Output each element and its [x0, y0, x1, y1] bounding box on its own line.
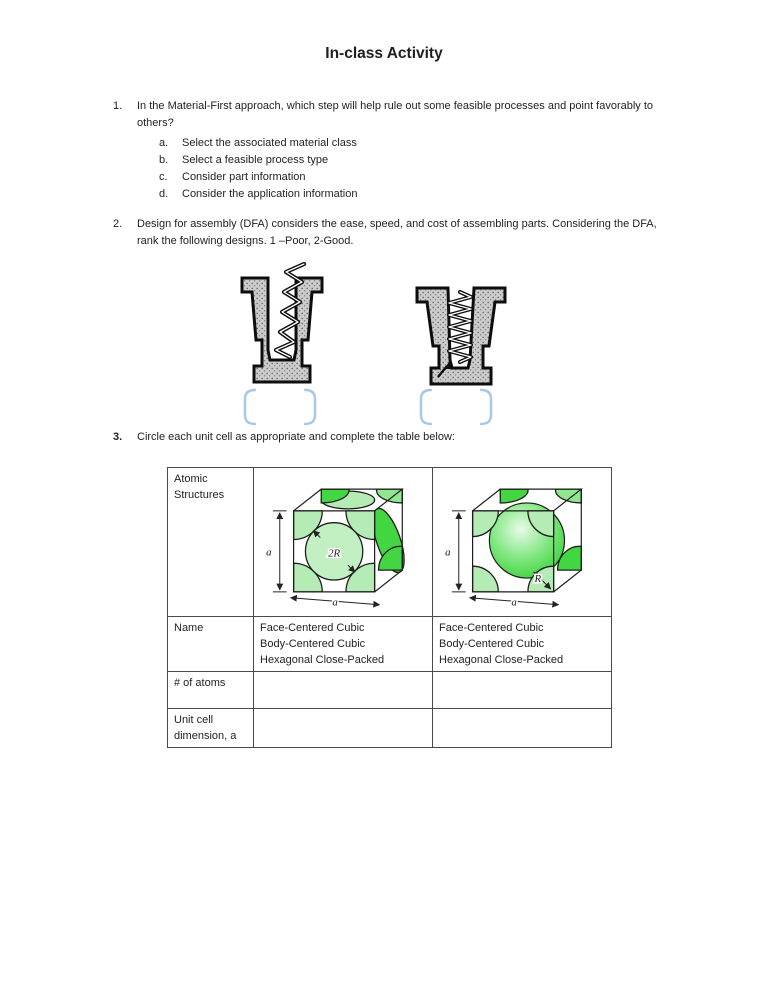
atomic-structure-table — [167, 467, 612, 748]
bcc-r-label: R — [534, 572, 542, 585]
name-option: Face-Centered Cubic — [439, 622, 544, 634]
corner-atom-wedge — [500, 489, 528, 503]
fcc-vertical-dim-label: a — [266, 546, 272, 559]
question-2 — [113, 216, 665, 250]
right-bracket-icon — [305, 390, 315, 424]
bcc-vertical-dim-label: a — [445, 546, 451, 559]
name-options-cell-1 — [254, 617, 433, 672]
dimension-answer-cell-1[interactable] — [254, 709, 433, 748]
option-b — [159, 152, 665, 169]
question-2-text: Design for assembly (DFA) considers the ease, speed, and cost of assembling parts. Considering the DFA, rank the following designs. 1 –Poor, 2-Good. — [137, 218, 657, 247]
option-c — [159, 169, 665, 186]
bcc-unit-cell-figure — [439, 471, 605, 608]
question-1-options — [137, 135, 665, 203]
option-d-label: d. — [159, 188, 169, 200]
atoms-answer-cell-1[interactable] — [254, 672, 433, 709]
fcc-2r-label: 2R — [328, 547, 341, 560]
fcc-structure-cell — [254, 468, 433, 617]
option-b-text: Select a feasible process type — [182, 154, 329, 166]
option-a-label: a. — [159, 137, 169, 149]
option-a — [159, 135, 665, 152]
right-bracket-icon — [481, 390, 491, 424]
question-1-number: 1. — [113, 100, 123, 112]
name-option: Hexagonal Close-Packed — [439, 654, 564, 666]
question-3 — [113, 429, 665, 446]
row-label-name: Name — [168, 617, 254, 672]
table-row-dimension — [168, 709, 612, 748]
row-label-atoms: # of atoms — [168, 672, 254, 709]
atoms-answer-cell-2[interactable] — [433, 672, 612, 709]
name-options-cell-2 — [433, 617, 612, 672]
left-bracket-icon — [245, 390, 255, 424]
question-1 — [113, 98, 665, 203]
table-row-structures — [168, 468, 612, 617]
fcc-unit-cell-figure — [260, 471, 426, 608]
option-b-label: b. — [159, 154, 169, 166]
page-title: In-class Activity — [325, 45, 443, 62]
corner-atom-octant — [473, 566, 499, 592]
spring-design-figure-2 — [412, 276, 508, 386]
name-option: Hexagonal Close-Packed — [260, 654, 385, 666]
option-d-text: Consider the application information — [182, 188, 358, 200]
bcc-structure-cell — [433, 468, 612, 617]
name-option: Body-Centered Cubic — [439, 638, 545, 650]
option-a-text: Select the associated material class — [182, 137, 357, 149]
name-option: Face-Centered Cubic — [260, 622, 365, 634]
answer-bracket-field-2[interactable] — [418, 388, 494, 426]
table-row-atoms — [168, 672, 612, 709]
option-d — [159, 186, 665, 203]
name-option: Body-Centered Cubic — [260, 638, 366, 650]
answer-bracket-field-1[interactable] — [242, 388, 318, 426]
table-row-name — [168, 617, 612, 672]
fcc-horizontal-dim-label: a — [332, 596, 338, 608]
dimension-answer-cell-2[interactable] — [433, 709, 612, 748]
row-label-dimension: Unit cell dimension, a — [168, 709, 254, 748]
spring-design-figure-1 — [236, 262, 330, 384]
corner-atom-wedge — [377, 489, 403, 503]
question-2-number: 2. — [113, 218, 123, 230]
question-3-number: 3. — [113, 431, 123, 443]
question-1-text: In the Material-First approach, which step will help rule out some feasible processes and point favorably to others? — [137, 100, 654, 129]
option-c-label: c. — [159, 171, 168, 183]
left-bracket-icon — [421, 390, 431, 424]
bcc-horizontal-dim-label: a — [511, 596, 517, 608]
row-label-atomic-structures: Atomic Structures — [168, 468, 254, 617]
corner-atom-wedge — [556, 489, 582, 503]
question-3-text: Circle each unit cell as appropriate and complete the table below: — [137, 431, 455, 443]
option-c-text: Consider part information — [182, 171, 306, 183]
